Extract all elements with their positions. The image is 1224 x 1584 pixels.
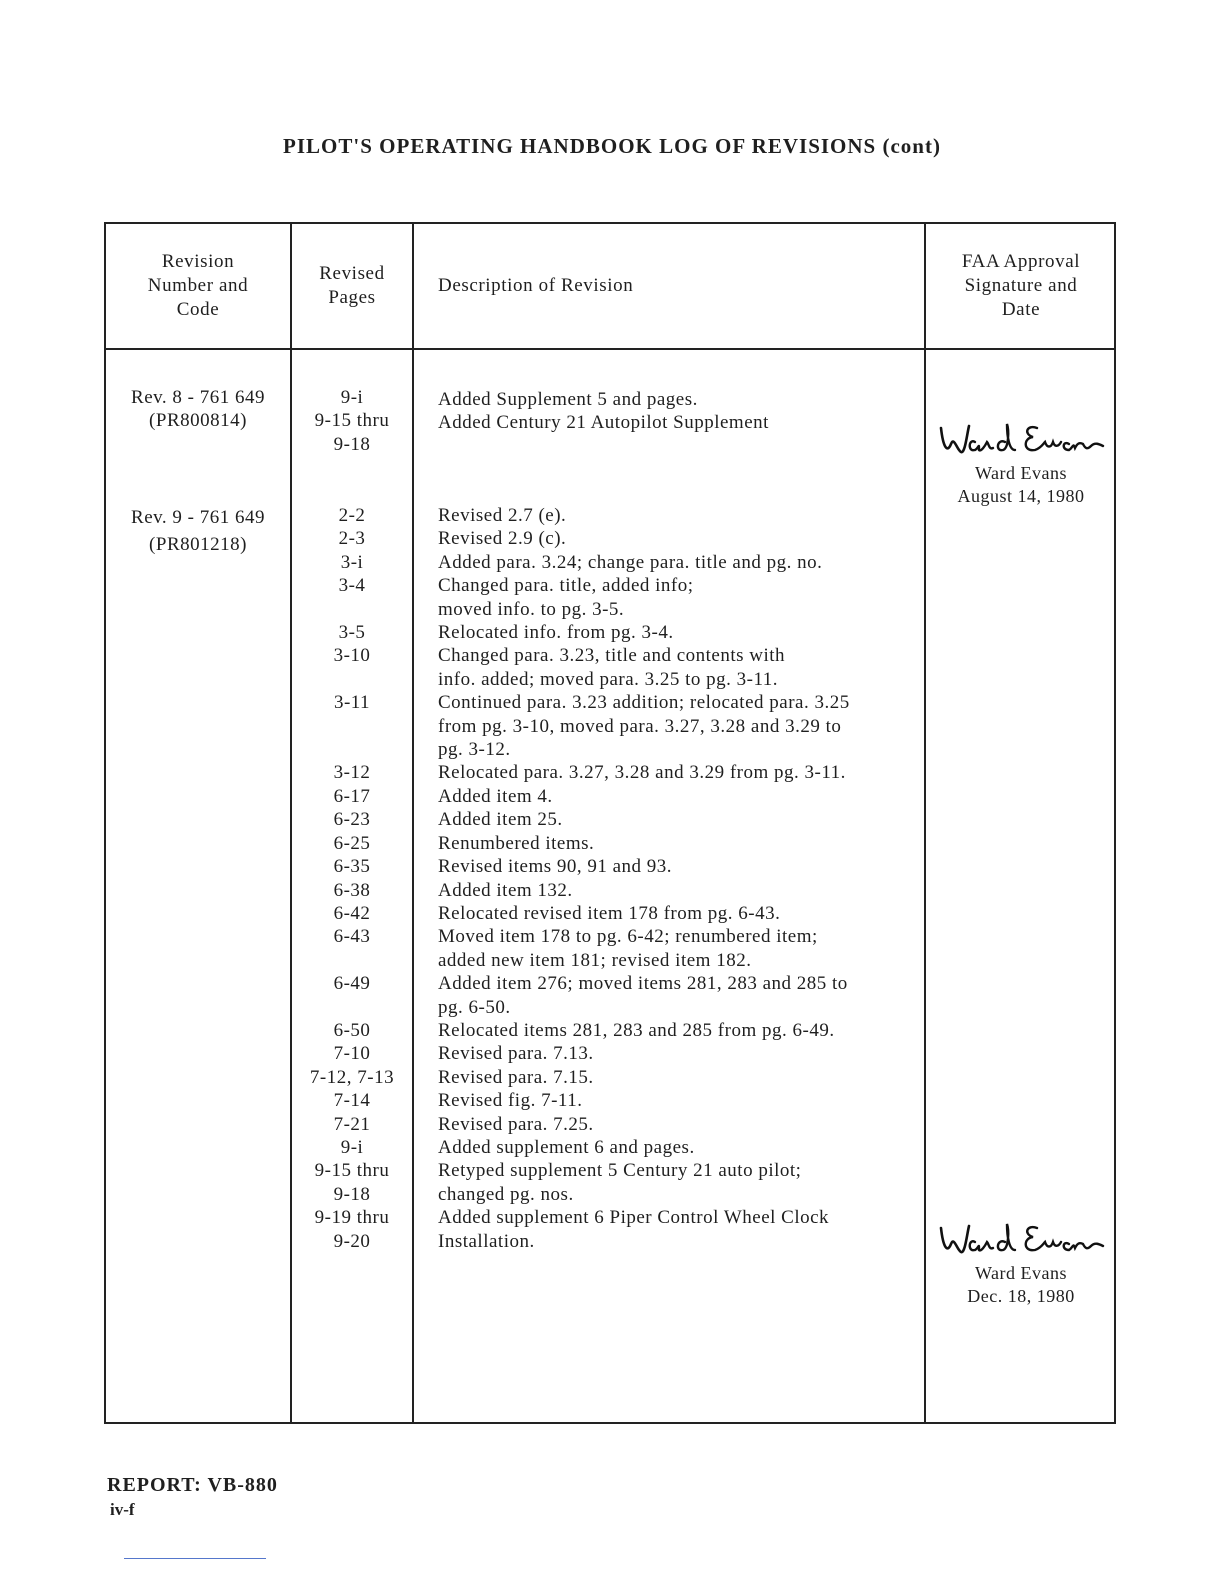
rev8-approval-date: August 14, 1980 [957,486,1085,506]
scan-artifact-line [124,1558,266,1559]
rev8-description: Added Supplement 5 and pages. Added Century 21 Autopilot Supplement [438,389,769,434]
signature-image [935,420,1107,460]
column-divider [412,224,414,1422]
header-revision-number: Revision Number and Code [147,251,249,320]
rev9-description: Revised 2.7 (e). Revised 2.9 (c). Added para. 3.24; change para. title and pg. no. Changed para. title, added info; moved info. to pg. 3-5. Relocated info. from pg. 3-4. Changed para. 3.23, title and contents with info. added; moved para. 3.25 to pg. 3-11. Continued para. 3.23 addition; relocated para. 3.25 from pg. 3-10, moved para. 3.27, 3.28 and 3.29 to pg. 3-12. Relocated para. 3.27, 3.28 and 3.29 from pg. 3-11. Added item 4. Added item 25. Renumbered items. Revised items 90, 91 and 93. Added item 132. Relocated revised item 178 from pg. 6-43. Moved item 178 to pg. 6-42; renumbered item; added new item 181; revised item 182. Added item 276; moved items 281, 283 and 285 to pg. 6-50. Relocated items 281, 283 and 285 from pg. 6-49. Revised para. 7.13. Revised para. 7.15. Revised fig. 7-11. Revised para. 7.25. Added supplement 6 and pages. Retyped supplement 5 Century 21 auto pilot; changed pg. nos. Added supplement 6 Piper Control Wheel Clock Installation. [438,505,850,1252]
rev8-approval [926,420,1116,508]
rev9-approval-date: Dec. 18, 1980 [967,1286,1075,1306]
rev8-approval-name: Ward Evans [974,463,1068,483]
rev9-approval [926,1220,1116,1308]
rev9-approval-name: Ward Evans [974,1263,1068,1283]
rev9-pages: 2-2 2-3 3-i 3-4 3-5 3-10 3-11 3-12 6-17 6-23 6-25 6-35 6-38 6-42 6-43 6-49 6-50 7-10 7-12, 7-13 7-14 7-21 9-i 9-15 thru 9-18 9-19 thru 9-20 [309,505,395,1252]
header-divider [106,348,1114,350]
header-revised-pages: Revised Pages [319,263,385,308]
revision-log-table [104,222,1116,1424]
rev8-pages: 9-i 9-15 thru 9-18 [314,387,390,455]
page-number: iv-f [110,1500,135,1519]
signature-image [935,1220,1107,1260]
report-number: REPORT: VB-880 [107,1474,278,1496]
rev8-code: Rev. 8 - 761 649 (PR800814) [131,387,265,432]
header-faa-approval: FAA Approval Signature and Date [961,251,1081,320]
page-title: PILOT'S OPERATING HANDBOOK LOG OF REVISIONS (cont) [283,134,941,158]
rev9-code: Rev. 9 - 761 649 (PR801218) [131,507,265,555]
header-description: Description of Revision [438,275,634,296]
